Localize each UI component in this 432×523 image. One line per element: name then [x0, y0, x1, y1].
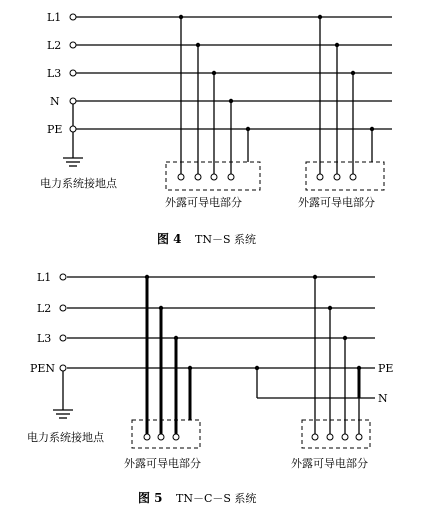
- ground-point-label: 电力系统接地点: [27, 431, 104, 444]
- ground-symbol-icon: [63, 158, 83, 166]
- label-l1: L1: [47, 11, 62, 24]
- label-l3: L3: [47, 67, 62, 80]
- label-n-right: N: [378, 392, 388, 405]
- terminal-l3: [60, 335, 66, 341]
- terminal-pe: [70, 126, 76, 132]
- terminal-pen: [60, 365, 66, 371]
- exposed-part-label-right: 外露可导电部分: [298, 196, 375, 209]
- label-l2: L2: [47, 39, 62, 52]
- label-pe: PE: [47, 123, 63, 136]
- ground-point-label: 电力系统接地点: [40, 177, 117, 190]
- terminal-l1: [60, 274, 66, 280]
- terminal-l2: [60, 305, 66, 311]
- terminal-n: [70, 98, 76, 104]
- equipment-left: [124, 275, 201, 470]
- exposed-part-label-left: 外露可导电部分: [124, 457, 201, 470]
- figure-5-number: 图 5: [138, 491, 163, 505]
- figure-5-tn-c-s: [27, 271, 393, 505]
- terminal-l3: [70, 70, 76, 76]
- terminal-l2: [70, 42, 76, 48]
- figure-4-tn-s: [40, 11, 392, 246]
- figure-4-number: 图 4: [157, 232, 182, 246]
- figure-5-title: TN－C－S 系统: [176, 492, 257, 505]
- label-l3: L3: [37, 332, 52, 345]
- exposed-part-label-right: 外露可导电部分: [291, 457, 368, 470]
- label-n: N: [50, 95, 60, 108]
- exposed-part-label-left: 外露可导电部分: [165, 196, 242, 209]
- terminal-l1: [70, 14, 76, 20]
- label-l1: L1: [37, 271, 52, 284]
- equipment-right: [291, 275, 370, 470]
- equipment-left: [165, 15, 260, 209]
- label-pe-right: PE: [378, 362, 394, 375]
- exposed-part-box: [132, 420, 200, 448]
- figure-4-title: TN－S 系统: [195, 233, 256, 246]
- label-l2: L2: [37, 302, 52, 315]
- ground-symbol-icon: [53, 410, 73, 418]
- equipment-right: [298, 15, 384, 209]
- label-pen: PEN: [30, 362, 56, 375]
